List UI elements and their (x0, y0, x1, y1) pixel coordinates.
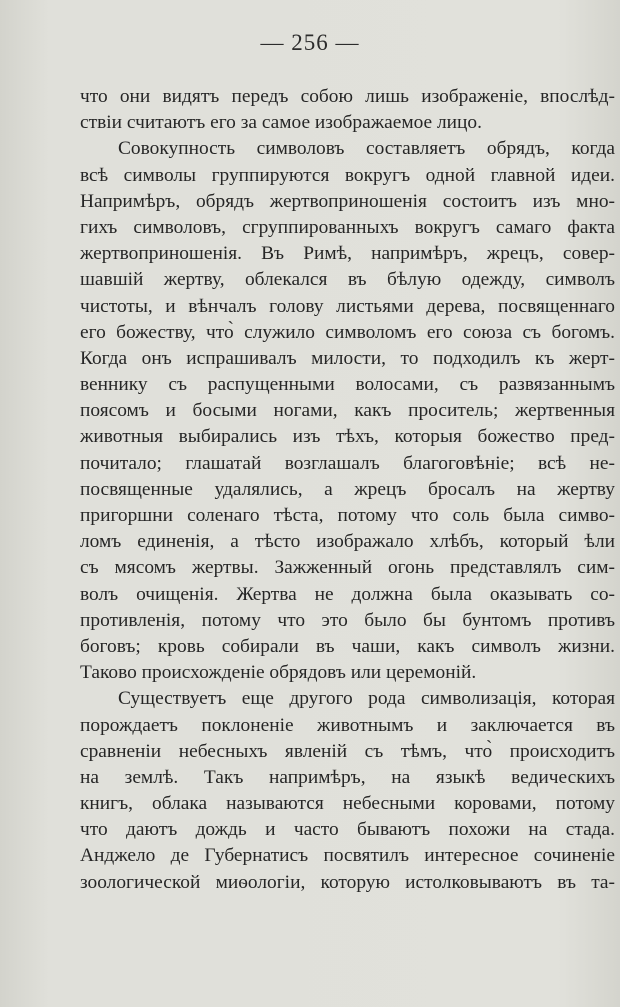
text-line: Когда онъ испрашивалъ милости, то подходилъ къ жерт- (80, 347, 615, 369)
text-line: посвященные удалялись, а жрецъ бросалъ на жертву (80, 478, 615, 500)
text-line: его божеству, что̀ служило символомъ его союза съ богомъ. (80, 321, 615, 343)
text-line: всѣ символы группируются вокругъ одной главной идеи. (80, 164, 615, 186)
text-line: чистоты, и вѣнчалъ голову листьями дерева, посвященнаго (80, 295, 615, 317)
page-number: — 256 — (260, 30, 360, 55)
text-line: почитало; глашатай возглашалъ благоговѣніе; всѣ не- (80, 452, 615, 474)
text-line: шавшій жертву, облекался въ бѣлую одежду, символъ (80, 269, 615, 291)
text-line: поясомъ и босыми ногами, какъ проситель; жертвенныя (80, 400, 615, 422)
text-line: противленія, потому что это было бы бунтомъ противъ (80, 609, 615, 631)
text-line: книгъ, облака называются небесными коровами, потому (80, 793, 615, 815)
body-text (80, 84, 615, 896)
text-line: пригоршни соленаго тѣста, потому что соль была симво- (80, 505, 615, 526)
text-line: сравненіи небесныхъ явленій съ тѣмъ, что̀ происходитъ (80, 740, 615, 762)
text-line: Совокупность символовъ составляетъ обрядъ, когда (118, 138, 615, 160)
text-line: веннику съ распущенными волосами, съ развязаннымъ (80, 374, 615, 396)
text-line: Анджело де Губернатисъ посвятилъ интересное сочиненіе (80, 845, 615, 867)
text-line: боговъ; кровь собирали въ чаши, какъ символъ жизни. (80, 635, 615, 657)
text-line: гихъ символовъ, сгруппированныхъ вокругъ самаго факта (80, 216, 615, 238)
text-line: Таково происхожденіе обрядовъ или церемоній. (80, 662, 477, 684)
text-line: животныя выбирались изъ тѣхъ, которыя божество пред- (80, 426, 615, 448)
text-line: ствіи считаютъ его за самое изображаемое лицо. (80, 112, 482, 134)
text-line: волъ очищенія. Жертва не должна была оказывать со- (80, 583, 615, 605)
text-line: порождаетъ поклоненіе животнымъ и заключается въ (80, 714, 615, 736)
text-line: жертвоприношенія. Въ Римѣ, напримѣръ, жрецъ, совер- (80, 243, 615, 265)
text-line: что они видятъ передъ собою лишь изображеніе, впослѣд- (80, 86, 615, 107)
text-line: съ мясомъ жертвы. Зажженный огонь представлялъ сим- (80, 557, 615, 579)
text-line: на землѣ. Такъ напримѣръ, на языкѣ ведическихъ (80, 766, 615, 788)
text-line: ломъ единенія, а тѣсто изображало хлѣбъ, который ѣли (80, 531, 615, 553)
text-line: зоологической миѳологіи, которую истолковываютъ въ та- (80, 871, 615, 893)
text-line: Напримѣръ, обрядъ жертвоприношенія состоитъ изъ мно- (80, 190, 615, 212)
text-line: что даютъ дождь и часто бываютъ похожи на стада. (80, 819, 615, 841)
text-line: Существуетъ еще другого рода символизація, которая (118, 688, 615, 710)
